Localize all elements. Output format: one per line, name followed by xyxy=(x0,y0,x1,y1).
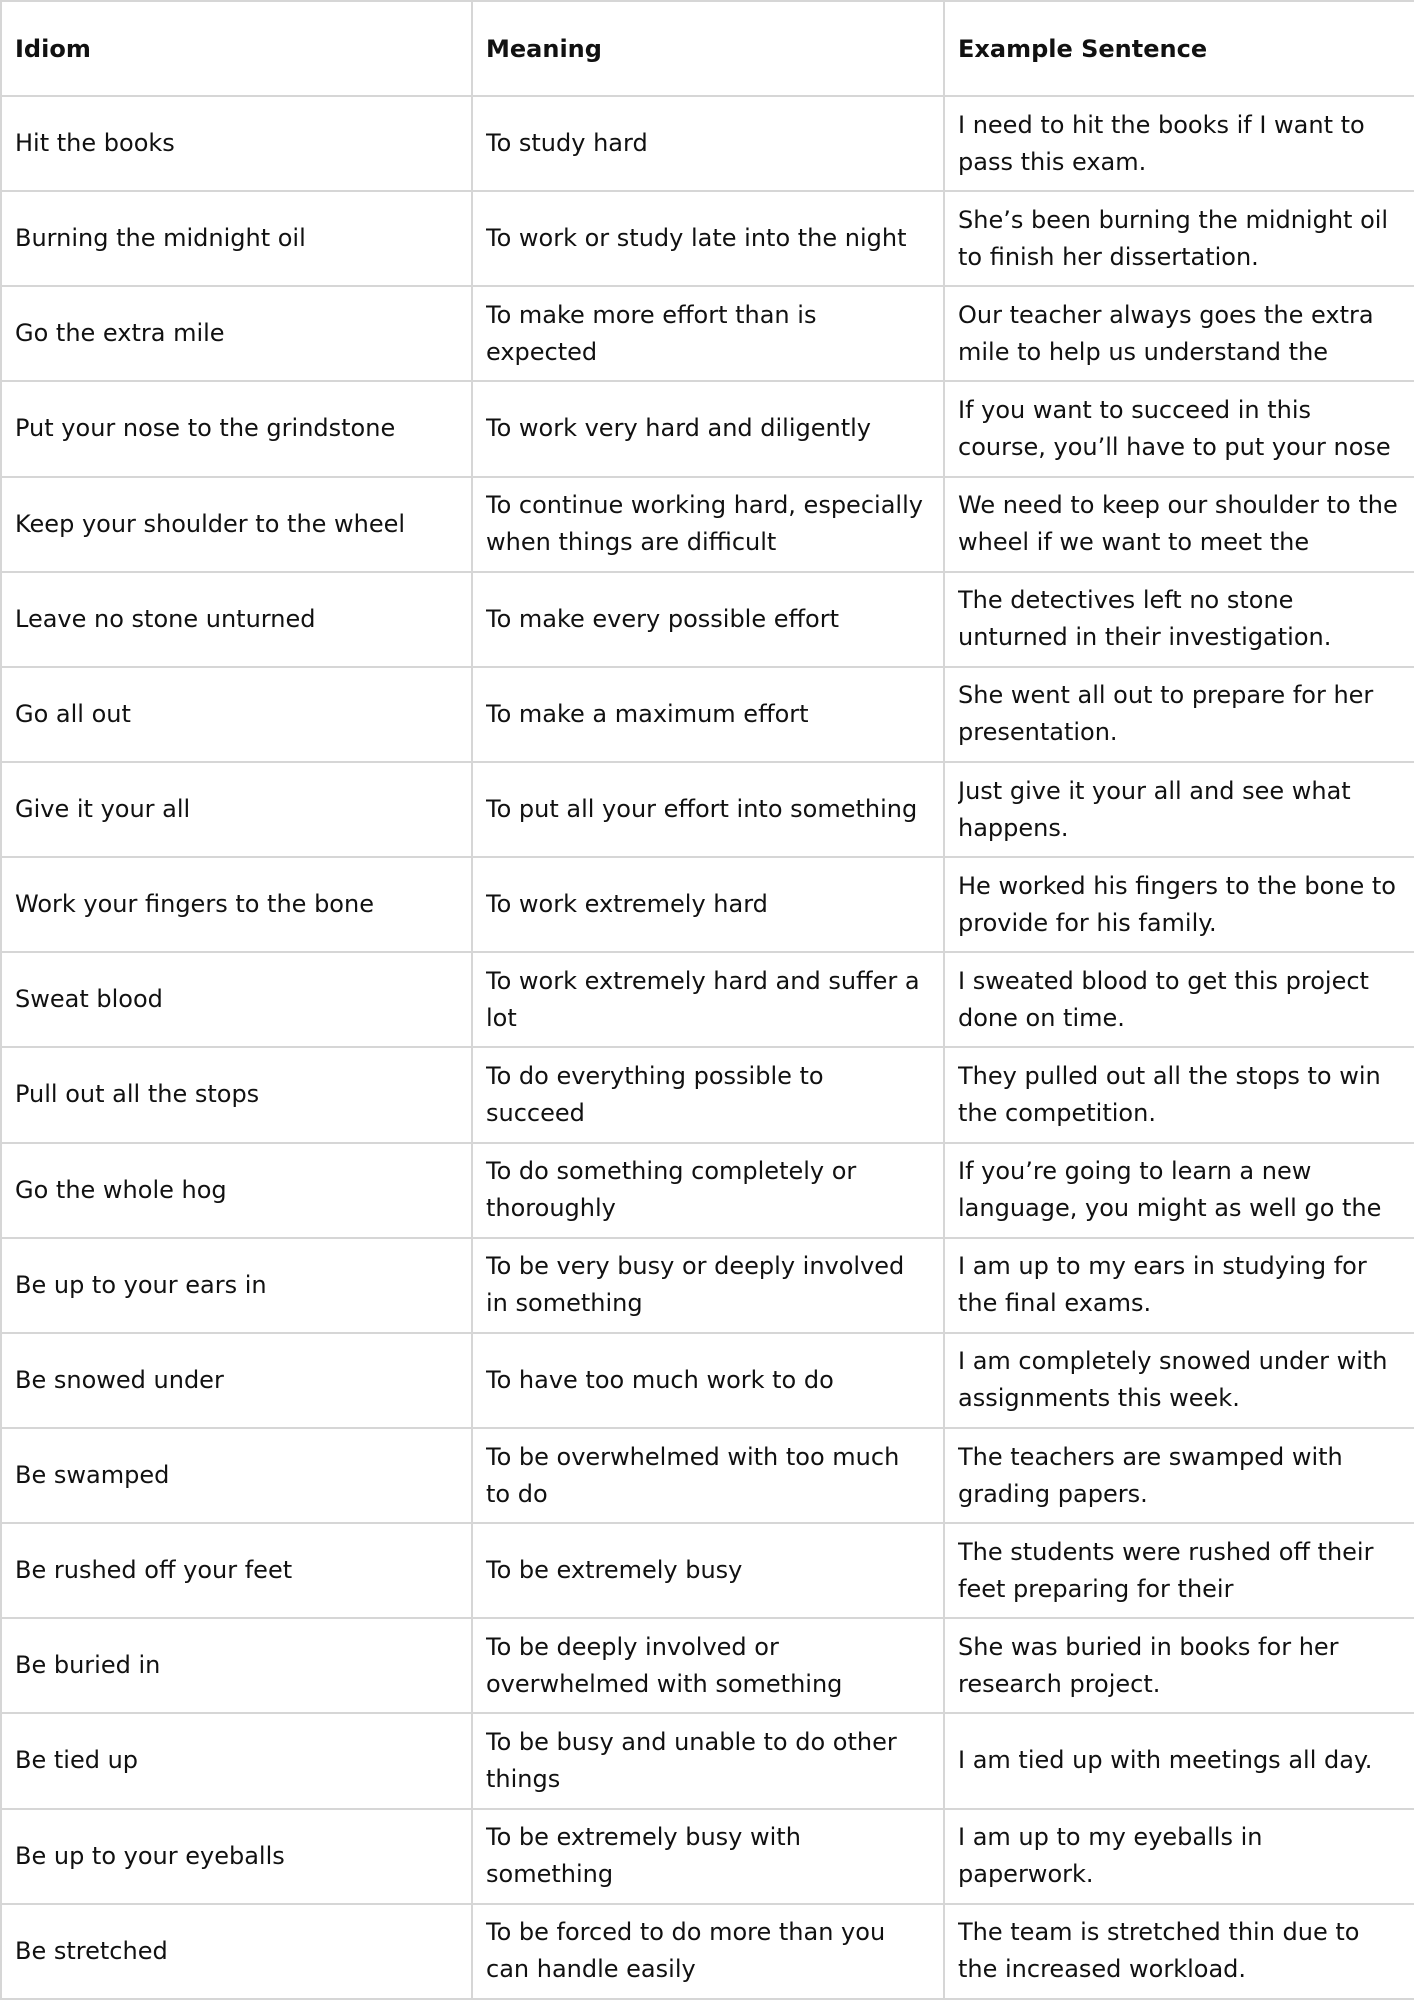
example-cell xyxy=(944,1809,1414,1904)
example-cell xyxy=(944,286,1414,381)
example-cell xyxy=(944,1713,1414,1808)
table-row xyxy=(1,1047,1414,1142)
idiom-column-header: Idiom xyxy=(1,1,472,96)
example-cell-text: If you’re going to learn a new language, you might as well go the xyxy=(958,1157,1382,1223)
idiom-cell xyxy=(1,1333,472,1428)
idiom-cell xyxy=(1,1809,472,1904)
meaning-cell xyxy=(472,1904,944,1999)
example-cell xyxy=(944,762,1414,857)
meaning-cell-text: To be forced to do more than you can handle easily xyxy=(486,1918,886,1984)
idiom-cell xyxy=(1,1428,472,1523)
example-cell xyxy=(944,1428,1414,1523)
example-cell-text: She was buried in books for her research project. xyxy=(958,1632,1339,1698)
meaning-cell xyxy=(472,572,944,667)
meaning-cell xyxy=(472,1618,944,1713)
idiom-cell xyxy=(1,1238,472,1333)
idiom-cell-text: Go the extra mile xyxy=(15,319,225,348)
idiom-cell-text: Be tied up xyxy=(15,1746,139,1775)
example-cell xyxy=(944,1238,1414,1333)
meaning-cell xyxy=(472,381,944,476)
meaning-cell xyxy=(472,1713,944,1808)
idiom-cell-text: Pull out all the stops xyxy=(15,1080,260,1109)
meaning-column-header: Meaning xyxy=(472,1,944,96)
idiom-cell xyxy=(1,1713,472,1808)
meaning-cell-text: To work extremely hard and suffer a lot xyxy=(486,966,920,1032)
meaning-cell xyxy=(472,857,944,952)
example-cell-text: We need to keep our shoulder to the wheel if we want to meet the xyxy=(958,491,1398,557)
example-cell xyxy=(944,572,1414,667)
meaning-cell-text: To work or study late into the night xyxy=(486,224,907,253)
example-cell-text: I sweated blood to get this project done on time. xyxy=(958,966,1369,1032)
example-cell-text: If you want to succeed in this course, you’ll have to put your nose xyxy=(958,395,1391,461)
idiom-cell-text: Be up to your ears in xyxy=(15,1270,267,1299)
table-row xyxy=(1,952,1414,1047)
meaning-cell xyxy=(472,1333,944,1428)
example-cell-text: He worked his fingers to the bone to provide for his family. xyxy=(958,871,1396,937)
meaning-cell-text: To continue working hard, especially when things are difficult xyxy=(486,491,923,557)
meaning-cell xyxy=(472,1238,944,1333)
example-cell-text: Our teacher always goes the extra mile to help us understand the xyxy=(958,300,1374,366)
meaning-cell xyxy=(472,477,944,572)
meaning-cell-text: To be deeply involved or overwhelmed with something xyxy=(486,1632,843,1698)
table-row xyxy=(1,1904,1414,1999)
table-row xyxy=(1,286,1414,381)
idiom-cell-text: Be stretched xyxy=(15,1936,168,1965)
meaning-cell xyxy=(472,1809,944,1904)
meaning-cell-text: To be very busy or deeply involved in something xyxy=(486,1252,905,1318)
table-header-row xyxy=(1,1,1414,96)
example-cell xyxy=(944,1904,1414,1999)
idiom-cell xyxy=(1,1047,472,1142)
meaning-cell-text: To be extremely busy xyxy=(486,1556,743,1585)
idiom-cell-text: Be rushed off your feet xyxy=(15,1556,293,1585)
idiom-cell-text: Work your fingers to the bone xyxy=(15,890,374,919)
table-row xyxy=(1,1618,1414,1713)
idiom-cell-text: Be swamped xyxy=(15,1461,170,1490)
idiom-cell xyxy=(1,1143,472,1238)
meaning-cell xyxy=(472,1428,944,1523)
meaning-cell-text: To make more effort than is expected xyxy=(486,300,817,366)
table-row xyxy=(1,96,1414,191)
example-cell xyxy=(944,1523,1414,1618)
idiom-cell xyxy=(1,381,472,476)
idiom-cell-text: Burning the midnight oil xyxy=(15,224,306,253)
idiom-cell-text: Go all out xyxy=(15,699,131,728)
idiom-cell xyxy=(1,1523,472,1618)
meaning-cell-text: To put all your effort into something xyxy=(486,795,918,824)
idiom-cell-text: Be snowed under xyxy=(15,1365,224,1394)
idiom-cell xyxy=(1,572,472,667)
meaning-cell-text: To do something completely or thoroughly xyxy=(486,1157,857,1223)
example-cell-text: They pulled out all the stops to win the competition. xyxy=(958,1061,1381,1127)
meaning-cell xyxy=(472,1523,944,1618)
idiom-cell-text: Leave no stone unturned xyxy=(15,604,316,633)
meaning-cell-text: To work very hard and diligently xyxy=(486,414,872,443)
table-row xyxy=(1,191,1414,286)
example-cell xyxy=(944,477,1414,572)
idiom-cell xyxy=(1,191,472,286)
example-cell xyxy=(944,381,1414,476)
meaning-cell-text: To be busy and unable to do other things xyxy=(486,1727,897,1793)
table-row xyxy=(1,381,1414,476)
table-row xyxy=(1,667,1414,762)
meaning-cell-text: To be overwhelmed with too much to do xyxy=(486,1442,900,1508)
idiom-cell-text: Give it your all xyxy=(15,795,191,824)
meaning-cell-text: To make a maximum effort xyxy=(486,699,809,728)
idiom-cell xyxy=(1,667,472,762)
example-cell xyxy=(944,857,1414,952)
table-row xyxy=(1,1428,1414,1523)
idiom-cell-text: Hit the books xyxy=(15,129,175,158)
example-cell-text: I am up to my ears in studying for the final exams. xyxy=(958,1252,1367,1318)
idiom-cell xyxy=(1,952,472,1047)
example-cell-text: I am completely snowed under with assignments this week. xyxy=(958,1347,1388,1413)
table-row xyxy=(1,1143,1414,1238)
meaning-cell xyxy=(472,1047,944,1142)
meaning-cell xyxy=(472,762,944,857)
example-cell-text: The detectives left no stone unturned in their investigation. xyxy=(958,586,1332,652)
table-row xyxy=(1,762,1414,857)
example-cell xyxy=(944,1333,1414,1428)
example-cell-text: The students were rushed off their feet preparing for their xyxy=(958,1537,1374,1603)
table-row xyxy=(1,1238,1414,1333)
idiom-cell-text: Sweat blood xyxy=(15,985,163,1014)
idiom-cell xyxy=(1,96,472,191)
table-row xyxy=(1,1523,1414,1618)
meaning-cell-text: To be extremely busy with something xyxy=(486,1823,801,1889)
example-cell xyxy=(944,1143,1414,1238)
idiom-cell xyxy=(1,762,472,857)
idiom-cell-text: Go the whole hog xyxy=(15,1175,227,1204)
example-cell xyxy=(944,1047,1414,1142)
example-cell-text: The teachers are swamped with grading papers. xyxy=(958,1442,1343,1508)
table-row xyxy=(1,1713,1414,1808)
table-body xyxy=(1,96,1414,1999)
meaning-cell-text: To work extremely hard xyxy=(486,890,768,919)
idiom-cell xyxy=(1,857,472,952)
example-cell-text: She went all out to prepare for her presentation. xyxy=(958,681,1374,747)
example-cell-text: I am tied up with meetings all day. xyxy=(958,1746,1373,1775)
example-cell xyxy=(944,96,1414,191)
meaning-cell xyxy=(472,286,944,381)
table-row xyxy=(1,1809,1414,1904)
meaning-cell xyxy=(472,667,944,762)
idiom-cell-text: Put your nose to the grindstone xyxy=(15,414,396,443)
example-cell xyxy=(944,952,1414,1047)
meaning-cell-text: To do everything possible to succeed xyxy=(486,1061,824,1127)
table-row xyxy=(1,857,1414,952)
table-row xyxy=(1,1333,1414,1428)
example-cell xyxy=(944,191,1414,286)
table-row xyxy=(1,477,1414,572)
meaning-cell-text: To have too much work to do xyxy=(486,1365,834,1394)
example-cell-text: She’s been burning the midnight oil to finish her dissertation. xyxy=(958,205,1389,271)
meaning-cell-text: To make every possible effort xyxy=(486,604,840,633)
idiom-cell xyxy=(1,1904,472,1999)
idiom-cell-text: Be up to your eyeballs xyxy=(15,1841,285,1870)
idiom-cell-text: Keep your shoulder to the wheel xyxy=(15,509,406,538)
idiom-cell xyxy=(1,286,472,381)
meaning-cell-text: To study hard xyxy=(486,129,648,158)
example-cell xyxy=(944,1618,1414,1713)
meaning-cell xyxy=(472,952,944,1047)
idiom-cell xyxy=(1,477,472,572)
example-column-header: Example Sentence xyxy=(944,1,1414,96)
table-row xyxy=(1,572,1414,667)
example-cell-text: I need to hit the books if I want to pass this exam. xyxy=(958,110,1365,176)
example-cell-text: The team is stretched thin due to the increased workload. xyxy=(958,1918,1360,1984)
meaning-cell xyxy=(472,1143,944,1238)
idiom-cell-text: Be buried in xyxy=(15,1651,161,1680)
meaning-cell xyxy=(472,96,944,191)
example-cell xyxy=(944,667,1414,762)
meaning-cell xyxy=(472,191,944,286)
example-cell-text: I am up to my eyeballs in paperwork. xyxy=(958,1823,1263,1889)
idiom-cell xyxy=(1,1618,472,1713)
example-cell-text: Just give it your all and see what happens. xyxy=(958,776,1351,842)
